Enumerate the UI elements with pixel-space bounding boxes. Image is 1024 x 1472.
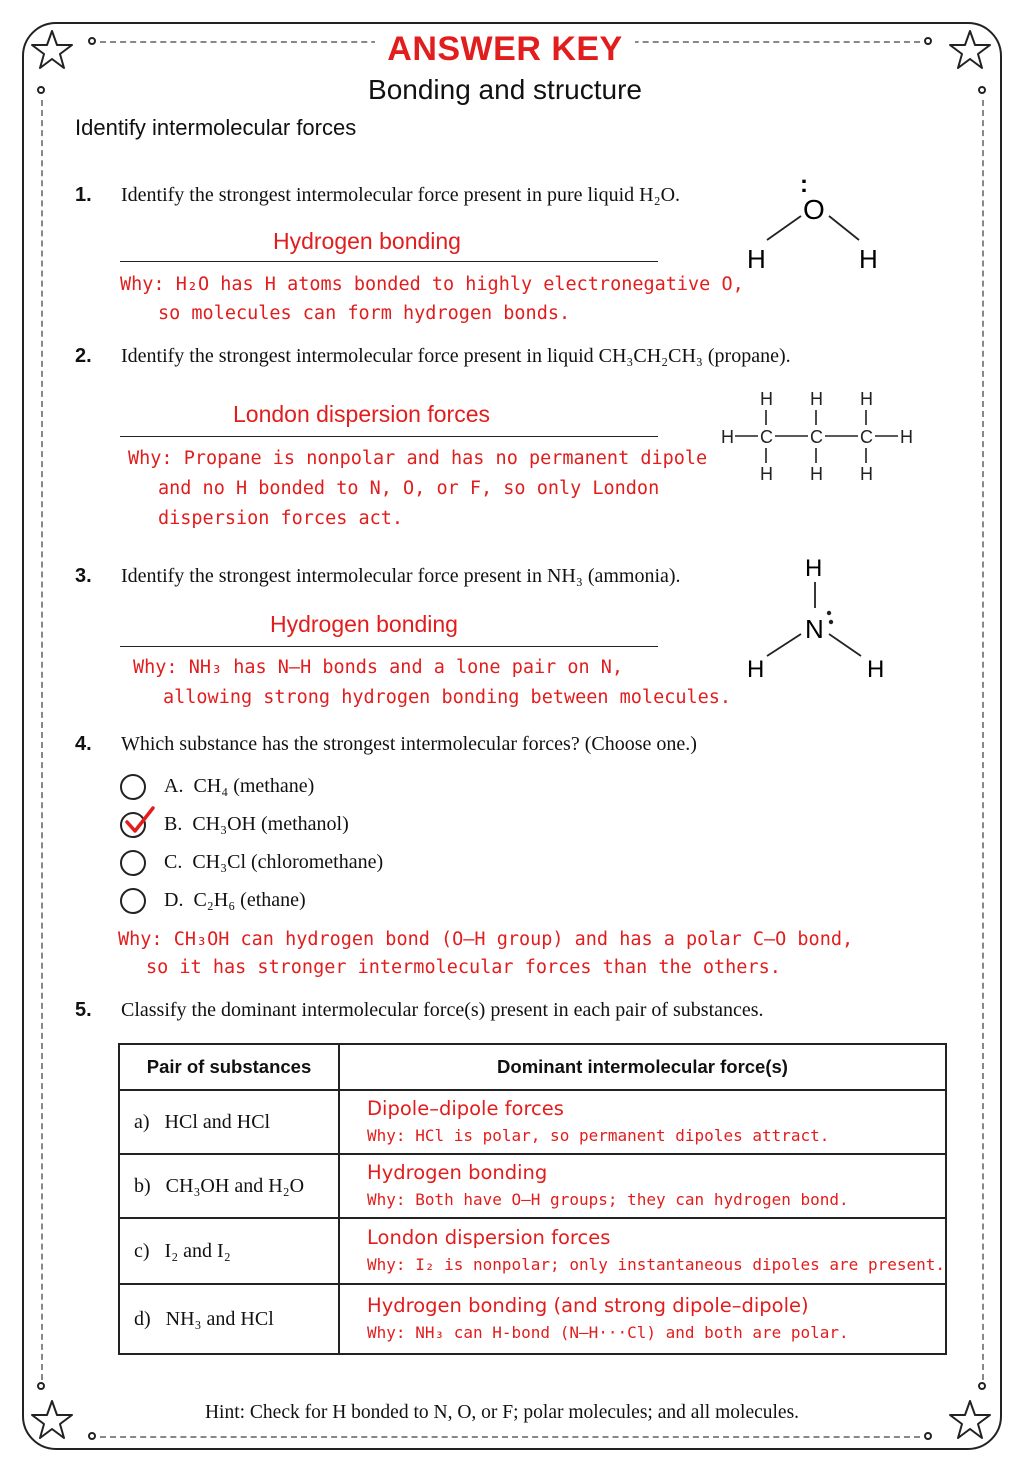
question-number: 3. [75,565,92,587]
atom-o: O [803,194,825,225]
question-1-why: Why: H₂O has H atoms bonded to highly electronegative O, [120,274,744,295]
force-cell: London dispersion forces [367,1226,611,1249]
right-dashed-line [982,100,984,1380]
option-label: C₂H₆ (ethane) [193,889,306,911]
question-number: 1. [75,184,92,206]
svg-text:H: H [747,656,765,683]
atom-h: H [747,244,766,274]
force-cell: Hydrogen bonding (and strong dipole–dipole) [367,1294,809,1317]
hint-text: Hint: Check for H bonded to N, O, or F; polar molecules; and all molecules. [204,1402,800,1423]
star-icon [948,28,992,72]
question-3-why: Why: NH₃ has N–H bonds and a lone pair on N, [133,657,624,678]
svg-text:C: C [860,427,873,447]
dot-decoration [978,1382,986,1390]
column-header-pair: Pair of substances [119,1044,339,1090]
question-2-why: dispersion forces act. [158,508,404,529]
radio-circle[interactable] [120,774,146,800]
question-3-text: Identify the strongest intermolecular force present in NH₃ (ammonia). [121,565,681,587]
pair-cell: NH₃ and HCl [165,1307,274,1330]
lone-pair: : [800,178,808,198]
option-label: CH₃OH (methanol) [192,813,349,835]
question-2-text: Identify the strongest intermolecular force present in liquid CH₃CH₂CH₃ (propane). [121,345,791,367]
svg-text:H: H [867,656,885,683]
table-row: b) CH₃OH and H₂O Hydrogen bonding Why: Both have O–H groups; they can hydrogen bond. [119,1154,946,1218]
question-2-answer: London dispersion forces [233,401,490,427]
question-1-why: so molecules can form hydrogen bonds. [158,303,571,324]
answer-line [120,436,658,437]
bottom-dashed-line [100,1436,920,1438]
question-1-answer: Hydrogen bonding [273,228,461,254]
svg-text:H: H [860,389,873,409]
question-4-why: so it has stronger intermolecular forces than the others. [146,957,781,978]
radio-circle[interactable] [120,888,146,914]
water-molecule-diagram [735,178,895,278]
table-row: c) I₂ and I₂ London dispersion forces Why: I₂ is nonpolar; only instantaneous dipoles are present. [119,1218,946,1284]
atom-h: H [859,244,878,274]
svg-text:C: C [760,427,773,447]
question-4-text: Which substance has the strongest intermolecular forces? (Choose one.) [121,733,697,755]
force-why: Why: Both have O–H groups; they can hydrogen bond. [367,1190,849,1209]
answer-key-title: ANSWER KEY [375,30,635,69]
svg-text:H: H [900,427,913,447]
ammonia-molecule-diagram [735,550,895,685]
pair-cell: CH₃OH and H₂O [165,1174,305,1197]
force-why: Why: I₂ is nonpolar; only instantaneous dipoles are present. [367,1255,945,1274]
question-2-why: Why: Propane is nonpolar and has no permanent dipole [128,448,708,469]
svg-text:H: H [810,389,823,409]
svg-text:H: H [760,464,773,484]
pair-cell: I₂ and I₂ [164,1239,231,1262]
svg-text:H: H [760,389,773,409]
dot-decoration [88,37,96,45]
pair-cell: HCl and HCl [164,1110,271,1133]
radio-circle[interactable] [120,850,146,876]
dot-decoration [88,1432,96,1440]
question-2-why: and no H bonded to N, O, or F, so only London [158,478,660,499]
section-title: Identify intermolecular forces [75,115,357,140]
force-why: Why: HCl is polar, so permanent dipoles attract. [367,1126,830,1145]
answer-line [120,261,658,262]
force-cell: Hydrogen bonding [367,1161,548,1184]
force-why: Why: NH₃ can H-bond (N–H···Cl) and both are polar. [367,1323,849,1342]
column-header-force: Dominant intermolecular force(s) [339,1044,946,1090]
page-subtitle: Bonding and structure [368,74,642,105]
question-number: 4. [75,733,92,755]
question-3-why: allowing strong hydrogen bonding between molecules. [163,687,732,708]
answer-line [120,646,658,647]
svg-text:H: H [721,427,734,447]
svg-text:H: H [805,555,823,582]
question-number: 2. [75,345,92,367]
dot-decoration [924,1432,932,1440]
classification-table [118,1043,947,1355]
propane-structure-diagram [718,385,923,485]
question-1-text: Identify the strongest intermolecular force present in pure liquid H₂O. [121,184,681,206]
checkmark-icon [122,804,156,838]
dot-decoration [37,1382,45,1390]
option-label: CH₄ (methane) [193,775,315,797]
question-number: 5. [75,999,92,1021]
option-label: CH₃Cl (chloromethane) [192,851,384,873]
svg-text:N: N [805,614,824,644]
table-row: d) NH₃ and HCl Hydrogen bonding (and strong dipole–dipole) Why: NH₃ can H-bond (N–H···Cl) and both are polar. [119,1284,946,1354]
star-icon [30,28,74,72]
svg-text:H: H [860,464,873,484]
table-row: a) HCl and HCl Dipole–dipole forces Why: HCl is polar, so permanent dipoles attract. [119,1090,946,1154]
svg-text:C: C [810,427,823,447]
question-4-why: Why: CH₃OH can hydrogen bond (O–H group) and has a polar C–O bond, [118,929,854,950]
svg-text:H: H [810,464,823,484]
question-3-answer: Hydrogen bonding [270,611,458,637]
question-5-text: Classify the dominant intermolecular force(s) present in each pair of substances. [121,999,764,1021]
left-dashed-line [41,100,43,1380]
force-cell: Dipole–dipole forces [367,1097,564,1120]
dot-decoration [924,37,932,45]
